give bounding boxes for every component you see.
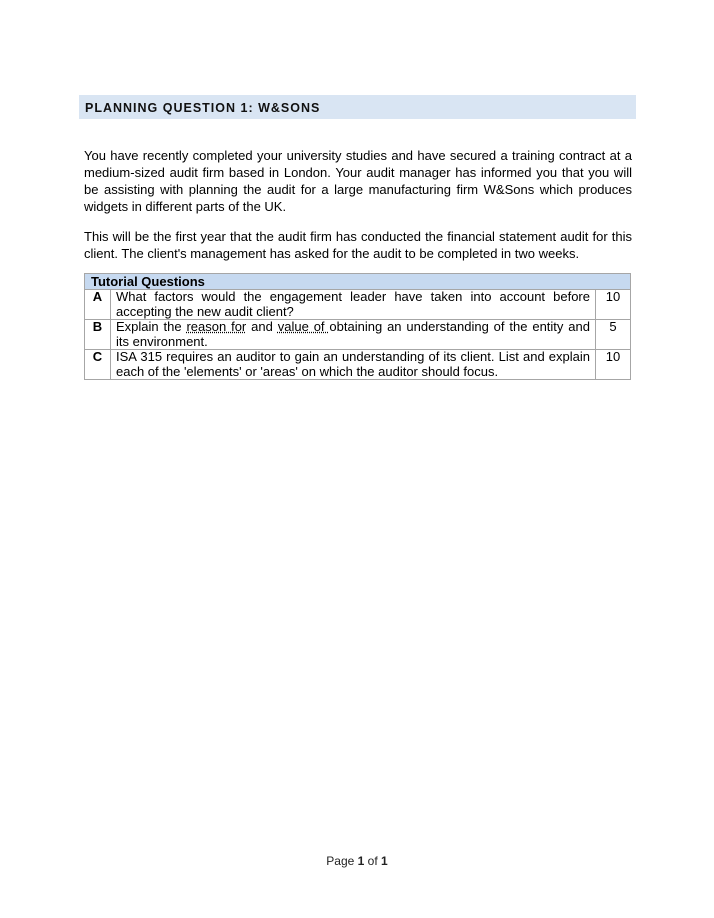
question-text — [111, 320, 596, 350]
context-paragraph: This will be the first year that the audit firm has conducted the financial statement audit for this client. The client's management has asked for the audit to be completed in two weeks. — [84, 229, 632, 261]
question-text: What factors would the engagement leader have taken into account before accepting the new audit client? — [111, 290, 596, 320]
current-page-number: 1 — [357, 854, 365, 868]
question-letter: A — [85, 290, 111, 320]
intro-paragraph: You have recently completed your university studies and have secured a training contract at a medium-sized audit firm based in London. Your audit manager has informed you that you will be assisting with planning the audit for a large manufacturing firm W&Sons which produces widgets in different parts of the UK. — [84, 148, 632, 214]
tutorial-questions-table — [84, 273, 631, 380]
question-marks: 10 — [596, 290, 631, 320]
question-marks: 5 — [596, 320, 631, 350]
table-row — [85, 350, 631, 380]
section-heading: PLANNING QUESTION 1: W&SONS — [85, 101, 321, 115]
page-footer — [0, 854, 714, 868]
underlined-phrase: reason for — [186, 319, 247, 334]
question-text-part: Explain the — [116, 319, 187, 334]
table-header: Tutorial Questions — [85, 274, 631, 290]
table-row — [85, 290, 631, 320]
question-text: ISA 315 requires an auditor to gain an understanding of its client. List and explain each of the 'elements' or 'areas' on which the auditor should focus. — [111, 350, 596, 380]
table-header-row — [85, 274, 631, 290]
underlined-phrase: value of — [277, 319, 330, 334]
question-marks: 10 — [596, 350, 631, 380]
section-heading-bar — [79, 95, 636, 119]
question-text-part: and — [246, 319, 278, 334]
question-letter: C — [85, 350, 111, 380]
table-row — [85, 320, 631, 350]
page-word: Page — [326, 854, 355, 868]
question-letter: B — [85, 320, 111, 350]
of-word: of — [367, 854, 378, 868]
question-text-part: obtaining an understanding of the entity and its environment. — [116, 319, 590, 349]
total-page-number: 1 — [381, 854, 388, 868]
